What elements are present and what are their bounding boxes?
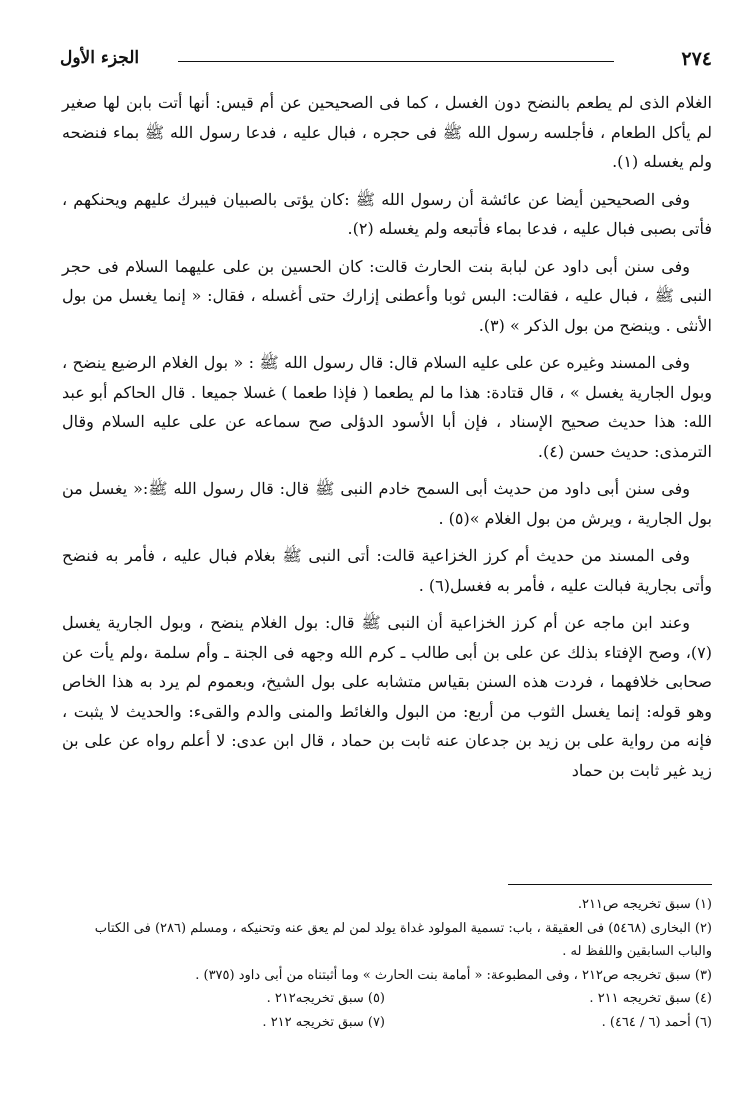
footnote: (٤) سبق تخريجه ٢١١ . — [589, 991, 712, 1006]
paragraph: وفى سنن أبى داود من حديث أبى السمح خادم النبى ﷺ قال: قال رسول الله ﷺ:« يغسل من بول الجارية ، ويرش من بول الغلام »(٥) . — [62, 479, 712, 528]
main-text — [62, 88, 712, 793]
paragraph: وفى سنن أبى داود عن لبابة بنت الحارث قالت: كان الحسين بن على عليهما السلام فى حجر النبى ﷺ ، فبال عليه ، فقالت: البس ثوبا وأعطنى إزارك حتى أغسله ، فقال: « إنما يغسل من بول الأنثى . وينضح من بول الذكر » (٣). — [62, 256, 712, 335]
footnotes — [58, 893, 712, 1034]
footnote-row — [58, 1011, 712, 1035]
footnote-separator — [508, 884, 712, 885]
page-number: ٢٧٤ — [681, 48, 712, 70]
footnote: (٣) سبق تخريجه ص٢١٢ ، وفى المطبوعة: « أمامة بنت الحارث » وما أثبتناه من أبى داود (٣٧٥) . — [195, 967, 712, 983]
paragraph: وفى المسند وغيره عن على عليه السلام قال: قال رسول الله ﷺ : « بول الغلام الرضيع ينضح ، وبول الجارية يغسل » ، قال قتادة: هذا ما لم يطعما ( فإذا طعما ) غسلا جميعا . قال الحاكم أبو عبد الله: هذا حديث صحيح الإسناد ، فإن أبا الأسود الدؤلى صح سماعه عن على عليه السلام وقال الترمذى: حديث حسن (٤). — [62, 353, 712, 461]
header-rule — [178, 61, 614, 62]
footnote-row — [58, 987, 712, 1011]
footnote: (٧) سبق تخريجه ٢١٢ . — [262, 1014, 385, 1030]
footnote: (٢) البخارى (٥٤٦٨) فى العقيقة ، باب: تسمية المولود غداة يولد لمن لم يعق عنه وتحنيكه ، ومسلم (٢٨٦) فى الكتاب والباب السابقين واللفظ له . — [94, 920, 712, 959]
footnote: (٦) أحمد (٦ / ٤٦٤) . — [601, 1014, 712, 1030]
paragraph: وفى الصحيحين أيضا عن عائشة أن رسول الله ﷺ :كان يؤتى بالصبيان فيبرك عليهم ويحنكهم ، فأتى بصبى فبال عليه ، فدعا بماء فأتبعه ولم يغسله (٢). — [62, 189, 712, 238]
paragraph: وفى المسند من حديث أم كرز الخزاعية قالت: أتى النبى ﷺ بغلام فبال عليه ، فأمر به فنضح وأتى بجارية فبالت عليه ، فأمر به فغسل(٦) . — [62, 546, 712, 595]
running-title: الجزء الأول — [60, 48, 140, 68]
paragraph: الغلام الذى لم يطعم بالنضح دون الغسل ، كما فى الصحيحين عن أم قيس: أنها أتت بابن لها صغير لم يأكل الطعام ، فأجلسه رسول الله ﷺ فى حجره ، فبال عليه ، فدعا رسول الله ﷺ بماء فنضحه ولم يغسله (١). — [62, 93, 712, 171]
paragraph: وعند ابن ماجه عن أم كرز الخزاعية أن النبى ﷺ قال: بول الغلام ينضح ، وبول الجارية يغسل (٧)، وصح الإفتاء بذلك عن على بن أبى طالب ـ كرم الله وجهه فى الجنة ـ وأم سلمة ،ولم يأت عن صحابى خلافهما ، فردت هذه السنن بقياس متشابه على بول الشيخ، وبعموم لم يرد به هذا الخاص وهو قوله: إنما يغسل الثوب من أربع: من البول والغائط والمنى والدم والقىء: والحديث لا يثبت ، فإنه من رواية على بن زيد بن جدعان عنه ثابت بن حماد ، قال ابن عدى: لا أعلم رواه عن على بن زيد غير ثابت بن حماد — [62, 613, 713, 780]
footnote: (٥) سبق تخريجه٢١٢ . — [266, 991, 385, 1006]
page-header — [60, 46, 712, 76]
footnote: (١) سبق تخريجه ص٢١١. — [577, 897, 712, 912]
